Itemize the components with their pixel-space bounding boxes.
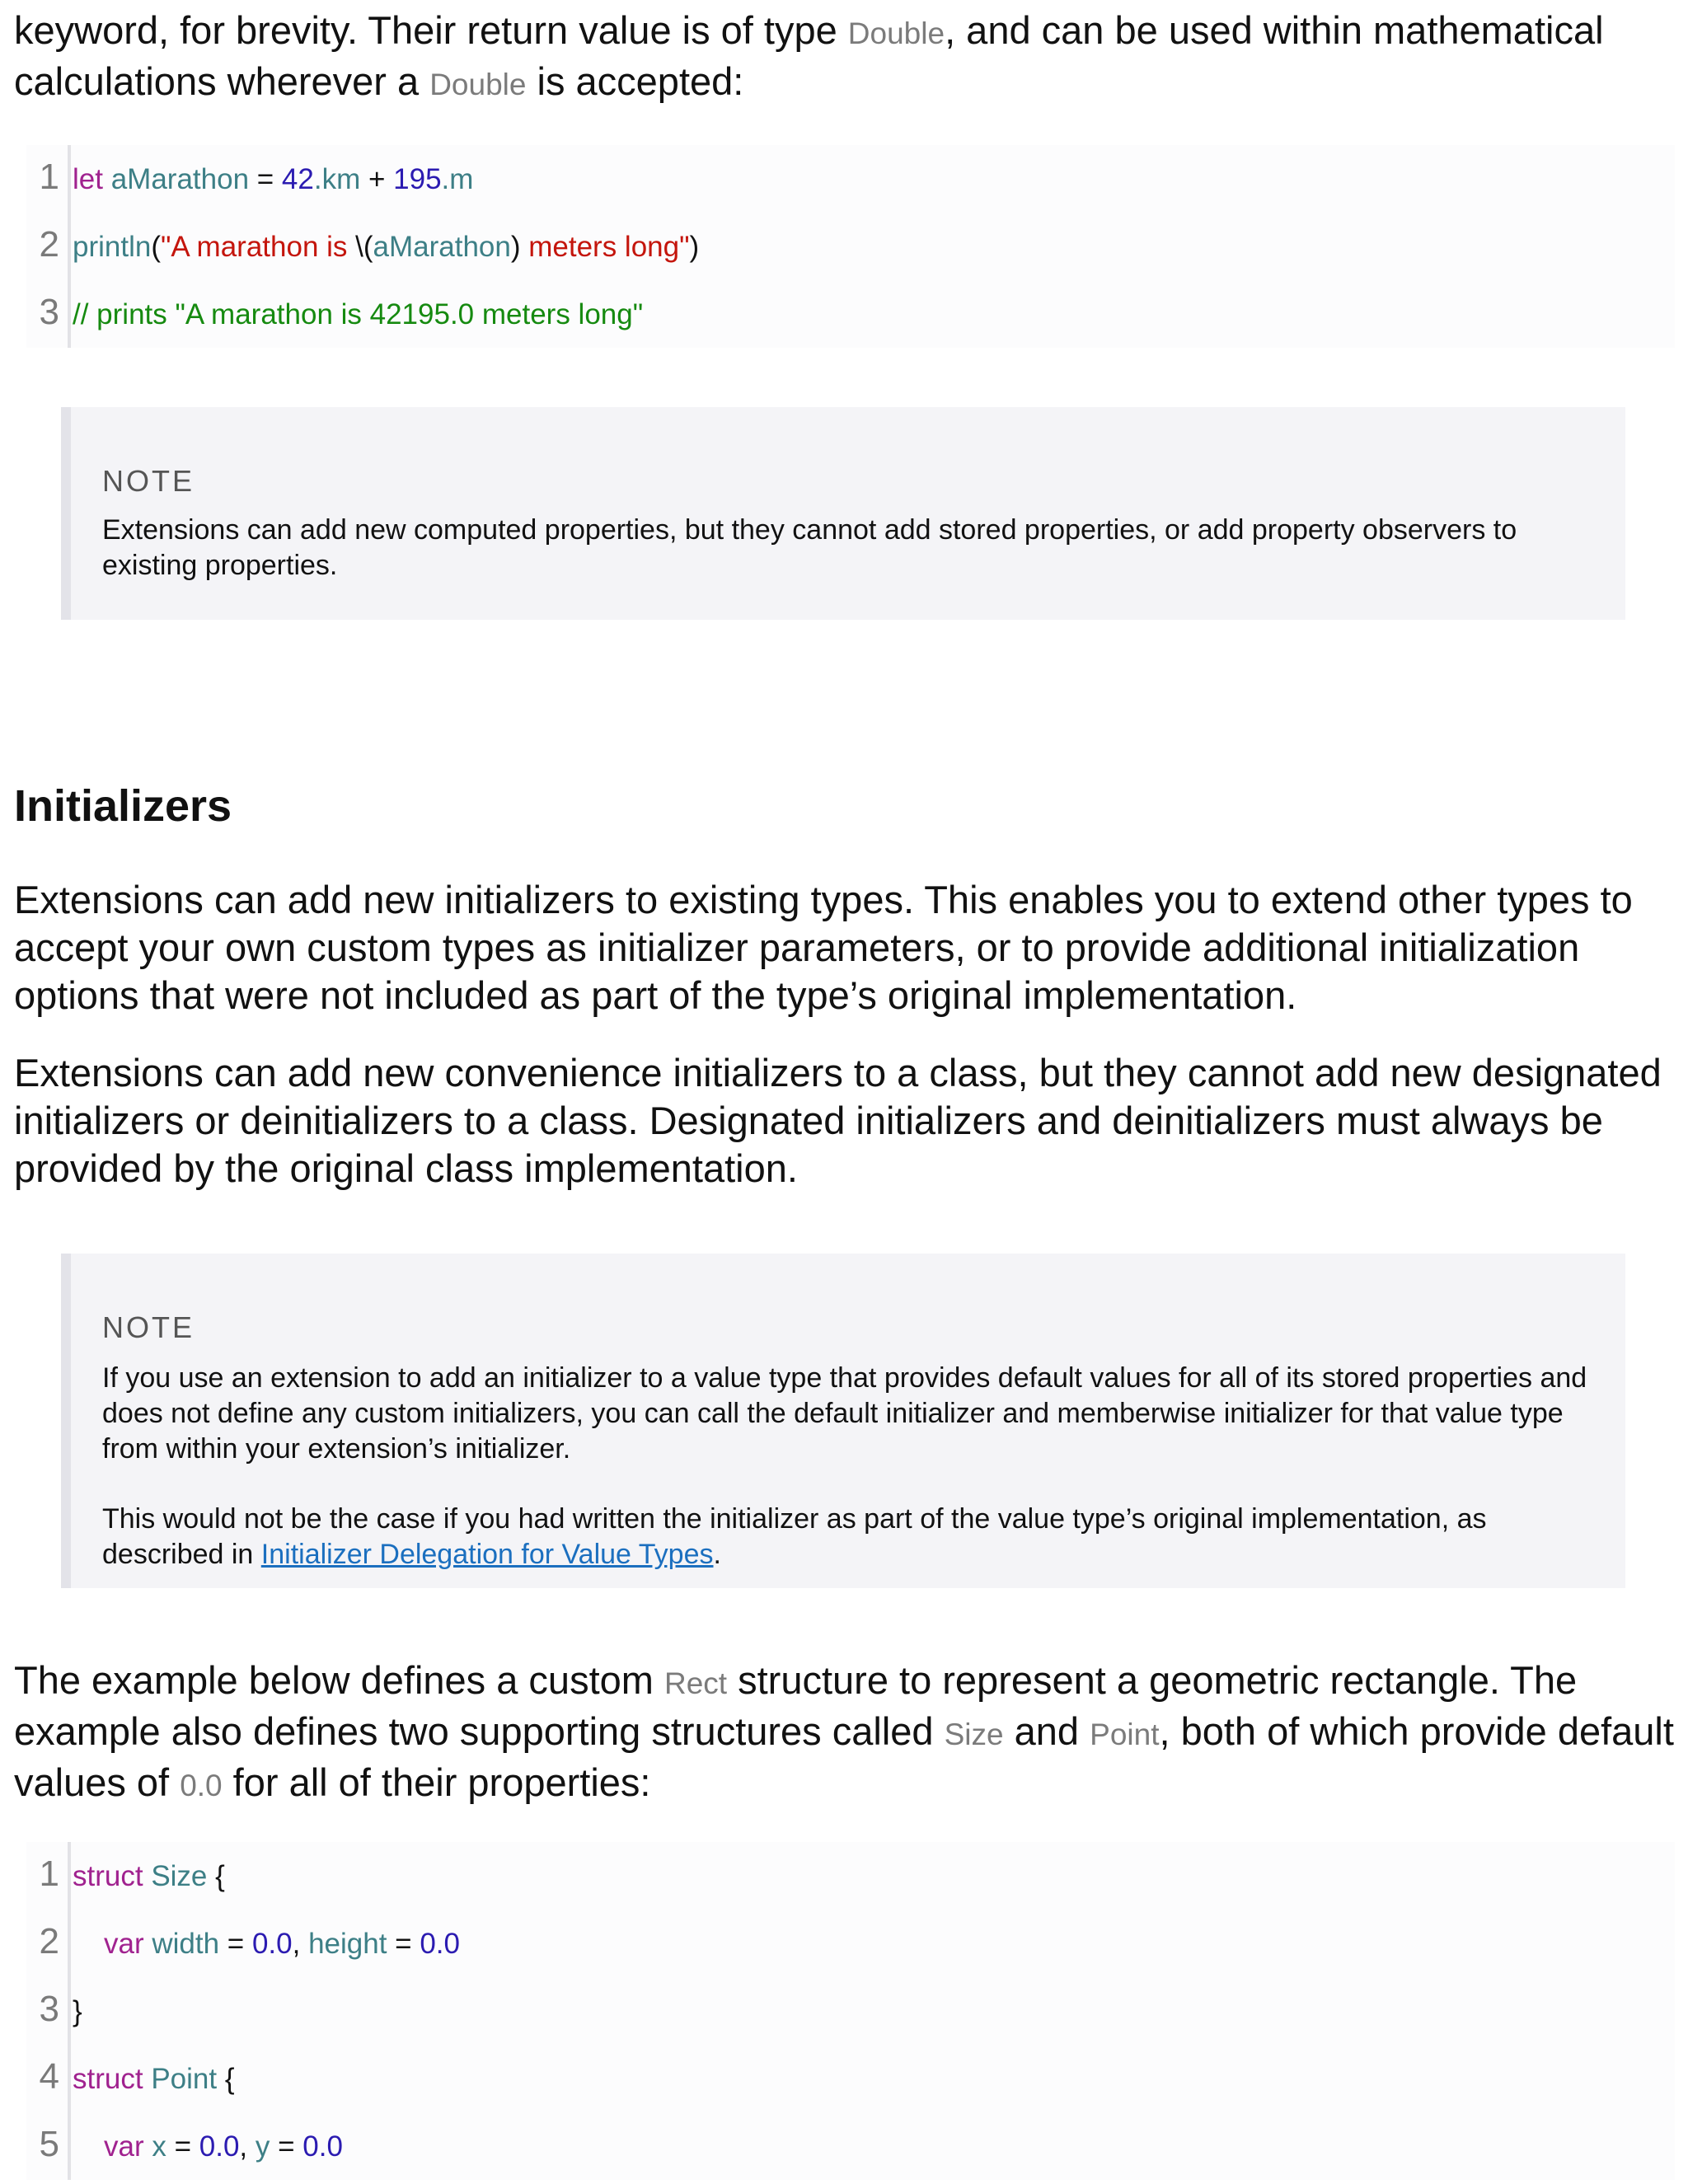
intro-paragraph (14, 7, 1679, 109)
inline-code-double: Double (847, 16, 945, 50)
intro-text-1: keyword, for brevity. Their return value is of type (14, 8, 848, 52)
keyword-struct: struct (73, 1860, 143, 1892)
paragraph (14, 1657, 1679, 1810)
code-line (26, 2045, 1675, 2112)
number-literal: 0.0 (199, 2130, 240, 2163)
operator: = (249, 163, 282, 195)
comma: , (292, 1928, 309, 1960)
identifier: height (308, 1928, 387, 1960)
keyword-var: var (104, 1928, 144, 1960)
line-number: 1 (39, 157, 59, 197)
type-name: Size (151, 1860, 208, 1892)
number-literal: 195 (393, 163, 442, 195)
note-title: NOTE (102, 464, 195, 498)
code-line (26, 213, 1675, 280)
paragraph: Extensions can add new initializers to existing types. This enables you to extend other types to accept your own custom types as initializer parameters, or to provide additional initialization options that were not included as part of the type’s original implementation. (14, 878, 1633, 1017)
para-text: , both of which provide default values of (14, 1709, 1674, 1804)
operator: = (270, 2130, 303, 2163)
inline-code-zero: 0.0 (180, 1769, 223, 1802)
line-number: 2 (39, 1921, 59, 1961)
paren: ( (151, 231, 161, 263)
para-text: for all of their properties: (222, 1760, 651, 1804)
comment: // prints "A marathon is 42195.0 meters long" (73, 298, 644, 330)
code-line (26, 145, 1675, 213)
code-line (26, 1977, 1675, 2045)
inline-code-rect: Rect (663, 1666, 728, 1700)
line-number: 5 (39, 2124, 59, 2164)
line-number: 1 (39, 1854, 59, 1894)
brace: { (217, 2063, 235, 2095)
member: .km (313, 163, 361, 195)
note-text: If you use an extension to add an initializer to a value type that provides default values for all of its stored properties and does not define any custom initializers, you can call the default initializer and memberwise initializer for that value type from within your extension’s initializer. (102, 1362, 1587, 1465)
operator: = (219, 1928, 252, 1960)
para-text: and (1003, 1709, 1090, 1753)
line-number: 3 (39, 1989, 59, 2029)
keyword-var: var (104, 2130, 144, 2163)
note-box (61, 1254, 1625, 1588)
note-text: Extensions can add new computed properties, but they cannot add stored properties, or add property observers to existing properties. (102, 514, 1517, 581)
line-number: 2 (39, 224, 59, 265)
inline-code-double-2: Double (429, 68, 527, 101)
code-line (26, 2112, 1675, 2180)
interpolation-close: ) (510, 231, 521, 263)
note-box (61, 407, 1625, 620)
code-text (73, 229, 699, 265)
identifier: x (152, 2130, 166, 2163)
identifier: y (255, 2130, 270, 2163)
identifier: aMarathon (110, 163, 250, 195)
para-text: structure to represent a geometric rectangle. The example also defines two supporting structures called (14, 1658, 1578, 1753)
operator: = (387, 1928, 420, 1960)
intro-text-2: , and can be used within mathematical calculations wherever a (14, 8, 1604, 103)
section-heading: Initializers (14, 781, 232, 831)
code-text (73, 162, 473, 198)
code-line (26, 1842, 1675, 1910)
interpolation-open: \( (355, 231, 373, 263)
operator: = (166, 2130, 199, 2163)
line-number: 4 (39, 2056, 59, 2097)
brace: { (207, 1860, 225, 1892)
string-literal: meters long" (520, 231, 690, 263)
operator: + (360, 163, 394, 195)
initializer-delegation-link[interactable]: Initializer Delegation for Value Types (260, 1539, 714, 1570)
number-literal: 0.0 (420, 1928, 460, 1960)
keyword-struct: struct (73, 2063, 143, 2095)
code-text (73, 2061, 235, 2097)
code-block-structs (26, 1842, 1675, 2180)
code-text (104, 2129, 343, 2165)
identifier: width (152, 1928, 220, 1960)
code-text (104, 1926, 460, 1962)
code-text: } (73, 1995, 82, 2027)
para-text: The example below defines a custom (14, 1658, 664, 1702)
string-literal: "A marathon is (160, 231, 356, 263)
identifier: aMarathon (373, 231, 511, 263)
comma: , (239, 2130, 256, 2163)
code-line (26, 1910, 1675, 1977)
note-text (102, 1502, 1602, 1572)
code-line (26, 280, 1675, 348)
intro-text-3: is accepted: (526, 59, 744, 103)
number-literal: 0.0 (251, 1928, 293, 1960)
paren: ) (689, 231, 700, 263)
number-literal: 42 (281, 163, 314, 195)
number-literal: 0.0 (302, 2130, 343, 2163)
note-text-part: . (713, 1539, 721, 1570)
member: .m (441, 163, 474, 195)
function-name: println (73, 231, 152, 263)
keyword-let: let (73, 163, 103, 195)
inline-code-point: Point (1090, 1718, 1160, 1751)
line-number: 3 (39, 292, 59, 332)
note-text-part: This would not be the case if you had written the initializer as part of the value type’s original implementation, as described in (102, 1503, 1487, 1570)
inline-code-size: Size (944, 1718, 1004, 1751)
code-text (73, 1858, 225, 1895)
note-title: NOTE (102, 1310, 195, 1344)
code-block-marathon (26, 145, 1675, 348)
type-name: Point (151, 2063, 218, 2095)
paragraph: Extensions can add new convenience initializers to a class, but they cannot add new designated initializers or deinitializers to a class. Designated initializers and deinitializers must always be provided by the original class implementation. (14, 1051, 1662, 1190)
